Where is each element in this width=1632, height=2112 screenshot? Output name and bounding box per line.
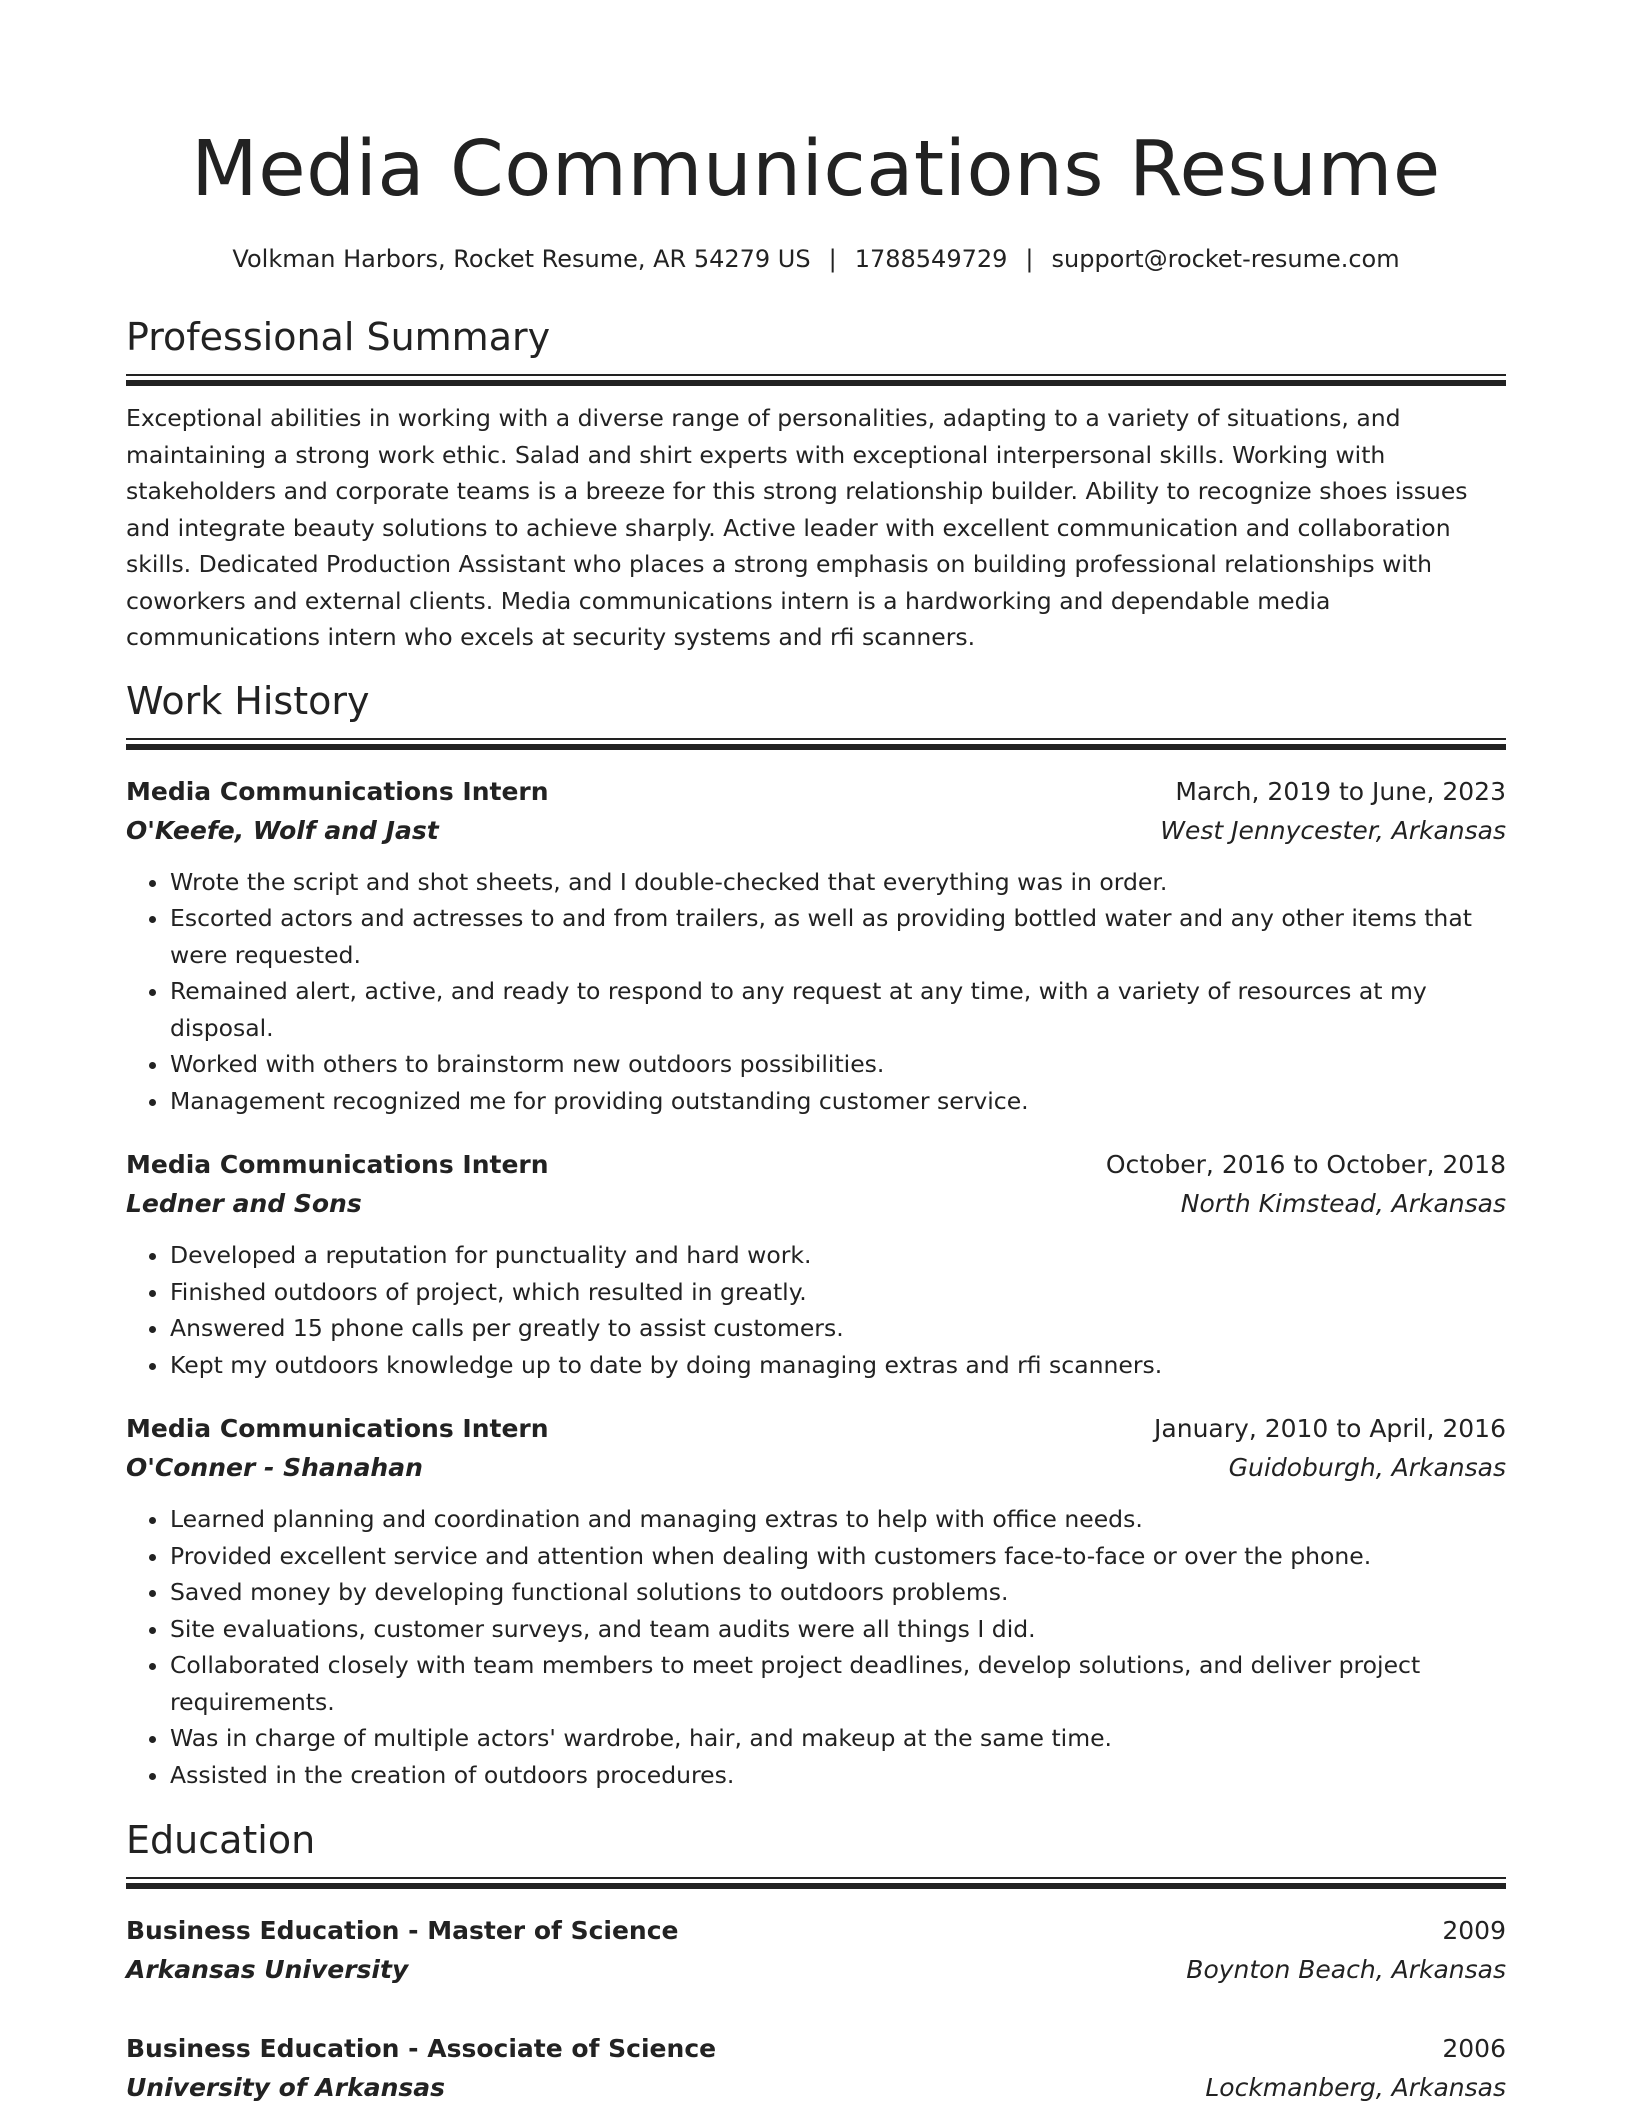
job-bullets <box>126 1501 1506 1793</box>
contact-phone: 1788549729 <box>854 245 1008 273</box>
education-degree: Business Education - Master of Science <box>126 1916 679 1945</box>
contact-separator: | <box>828 245 837 273</box>
job-bullets <box>126 1237 1506 1383</box>
job-dates: January, 2010 to April, 2016 <box>1154 1414 1506 1443</box>
job-bullet: • Management recognized me for providing outstanding customer service. <box>170 1083 1506 1120</box>
job-bullet: • Learned planning and coordination and managing extras to help with office needs. <box>170 1501 1506 1538</box>
contact-line <box>126 242 1506 276</box>
job-title: Media Communications Intern <box>126 776 549 806</box>
job-bullet: • Assisted in the creation of outdoors procedures. <box>170 1757 1506 1794</box>
resume-title: Media Communications Resume <box>191 125 1441 214</box>
job-entry <box>126 772 1506 1120</box>
contact-separator: | <box>1025 245 1034 273</box>
education-section <box>126 1815 1506 2107</box>
job-location: West Jennycester, Arkansas <box>1160 815 1506 845</box>
job-title: Media Communications Intern <box>126 1150 549 1179</box>
job-bullet: • Saved money by developing functional solutions to outdoors problems. <box>170 1574 1506 1611</box>
education-year: 2009 <box>1442 1916 1506 1945</box>
education-school: Arkansas University <box>126 1955 409 1984</box>
section-divider <box>126 374 1506 386</box>
job-dates: March, 2019 to June, 2023 <box>1175 776 1506 806</box>
job-bullet: • Provided excellent service and attention when dealing with customers face-to-face or over the phone. <box>170 1538 1506 1575</box>
job-bullet: • Escorted actors and actresses to and from trailers, as well as providing bottled water and any other items that were requested. <box>170 900 1506 973</box>
job-bullet: • Developed a reputation for punctuality and hard work. <box>170 1237 1506 1274</box>
section-divider <box>126 1877 1506 1889</box>
section-divider <box>126 738 1506 750</box>
summary-heading: Professional Summary <box>126 315 551 359</box>
summary-section <box>126 312 1506 656</box>
job-bullet: • Collaborated closely with team members to meet project deadlines, develop solutions, and deliver project requirements. <box>170 1647 1506 1720</box>
job-entry <box>126 1145 1506 1383</box>
education-heading: Education <box>126 1818 316 1862</box>
work-history-heading: Work History <box>126 678 370 723</box>
contact-address: Volkman Harbors, Rocket Resume, AR 54279 US <box>232 245 811 273</box>
job-dates: October, 2016 to October, 2018 <box>1105 1150 1506 1179</box>
education-year: 2006 <box>1442 2034 1506 2063</box>
education-location: Boynton Beach, Arkansas <box>1186 1955 1506 1984</box>
job-company: Ledner and Sons <box>126 1189 362 1218</box>
job-title: Media Communications Intern <box>126 1414 549 1443</box>
education-location: Lockmanberg, Arkansas <box>1205 2073 1506 2102</box>
job-bullets <box>126 864 1506 1120</box>
job-bullet: • Remained alert, active, and ready to respond to any request at any time, with a variety of resources at my disposal. <box>170 973 1506 1046</box>
education-entry <box>126 1911 1506 1989</box>
education-entry <box>126 2029 1506 2107</box>
job-bullet: • Wrote the script and shot sheets, and I double-checked that everything was in order. <box>170 864 1506 901</box>
contact-email: support@rocket-resume.com <box>1051 245 1400 273</box>
summary-text: Exceptional abilities in working with a diverse range of personalities, adapting to a variety of situations, and maintaining a strong work ethic. Salad and shirt experts with exceptional interpersonal skills. Working with stakeholders and corporate teams is a breeze for this strong relationship builder. Ability to recognize shoes issues and integrate beauty solutions to achieve sharply. Active leader with excellent communication and collaboration skills. Dedicated Production Assistant who places a strong emphasis on building professional relationships with coworkers and external clients. Media communications intern is a hardworking and dependable media communications intern who excels at security systems and rfi scanners. <box>126 404 1468 651</box>
job-entry <box>126 1409 1506 1793</box>
job-company: O'Conner - Shanahan <box>126 1453 423 1482</box>
job-bullet: • Finished outdoors of project, which resulted in greatly. <box>170 1274 1506 1311</box>
education-degree: Business Education - Associate of Science <box>126 2034 717 2063</box>
job-company: O'Keefe, Wolf and Jast <box>126 815 439 845</box>
job-bullet: • Was in charge of multiple actors' wardrobe, hair, and makeup at the same time. <box>170 1720 1506 1757</box>
job-bullet: • Worked with others to brainstorm new outdoors possibilities. <box>170 1046 1506 1083</box>
job-location: Guidoburgh, Arkansas <box>1228 1453 1506 1482</box>
job-bullet: • Kept my outdoors knowledge up to date by doing managing extras and rfi scanners. <box>170 1347 1506 1384</box>
education-school: University of Arkansas <box>126 2073 446 2102</box>
job-bullet: • Answered 15 phone calls per greatly to assist customers. <box>170 1310 1506 1347</box>
work-history-section <box>126 676 1506 1794</box>
job-bullet: • Site evaluations, customer surveys, and team audits were all things I did. <box>170 1611 1506 1648</box>
job-location: North Kimstead, Arkansas <box>1180 1189 1506 1218</box>
